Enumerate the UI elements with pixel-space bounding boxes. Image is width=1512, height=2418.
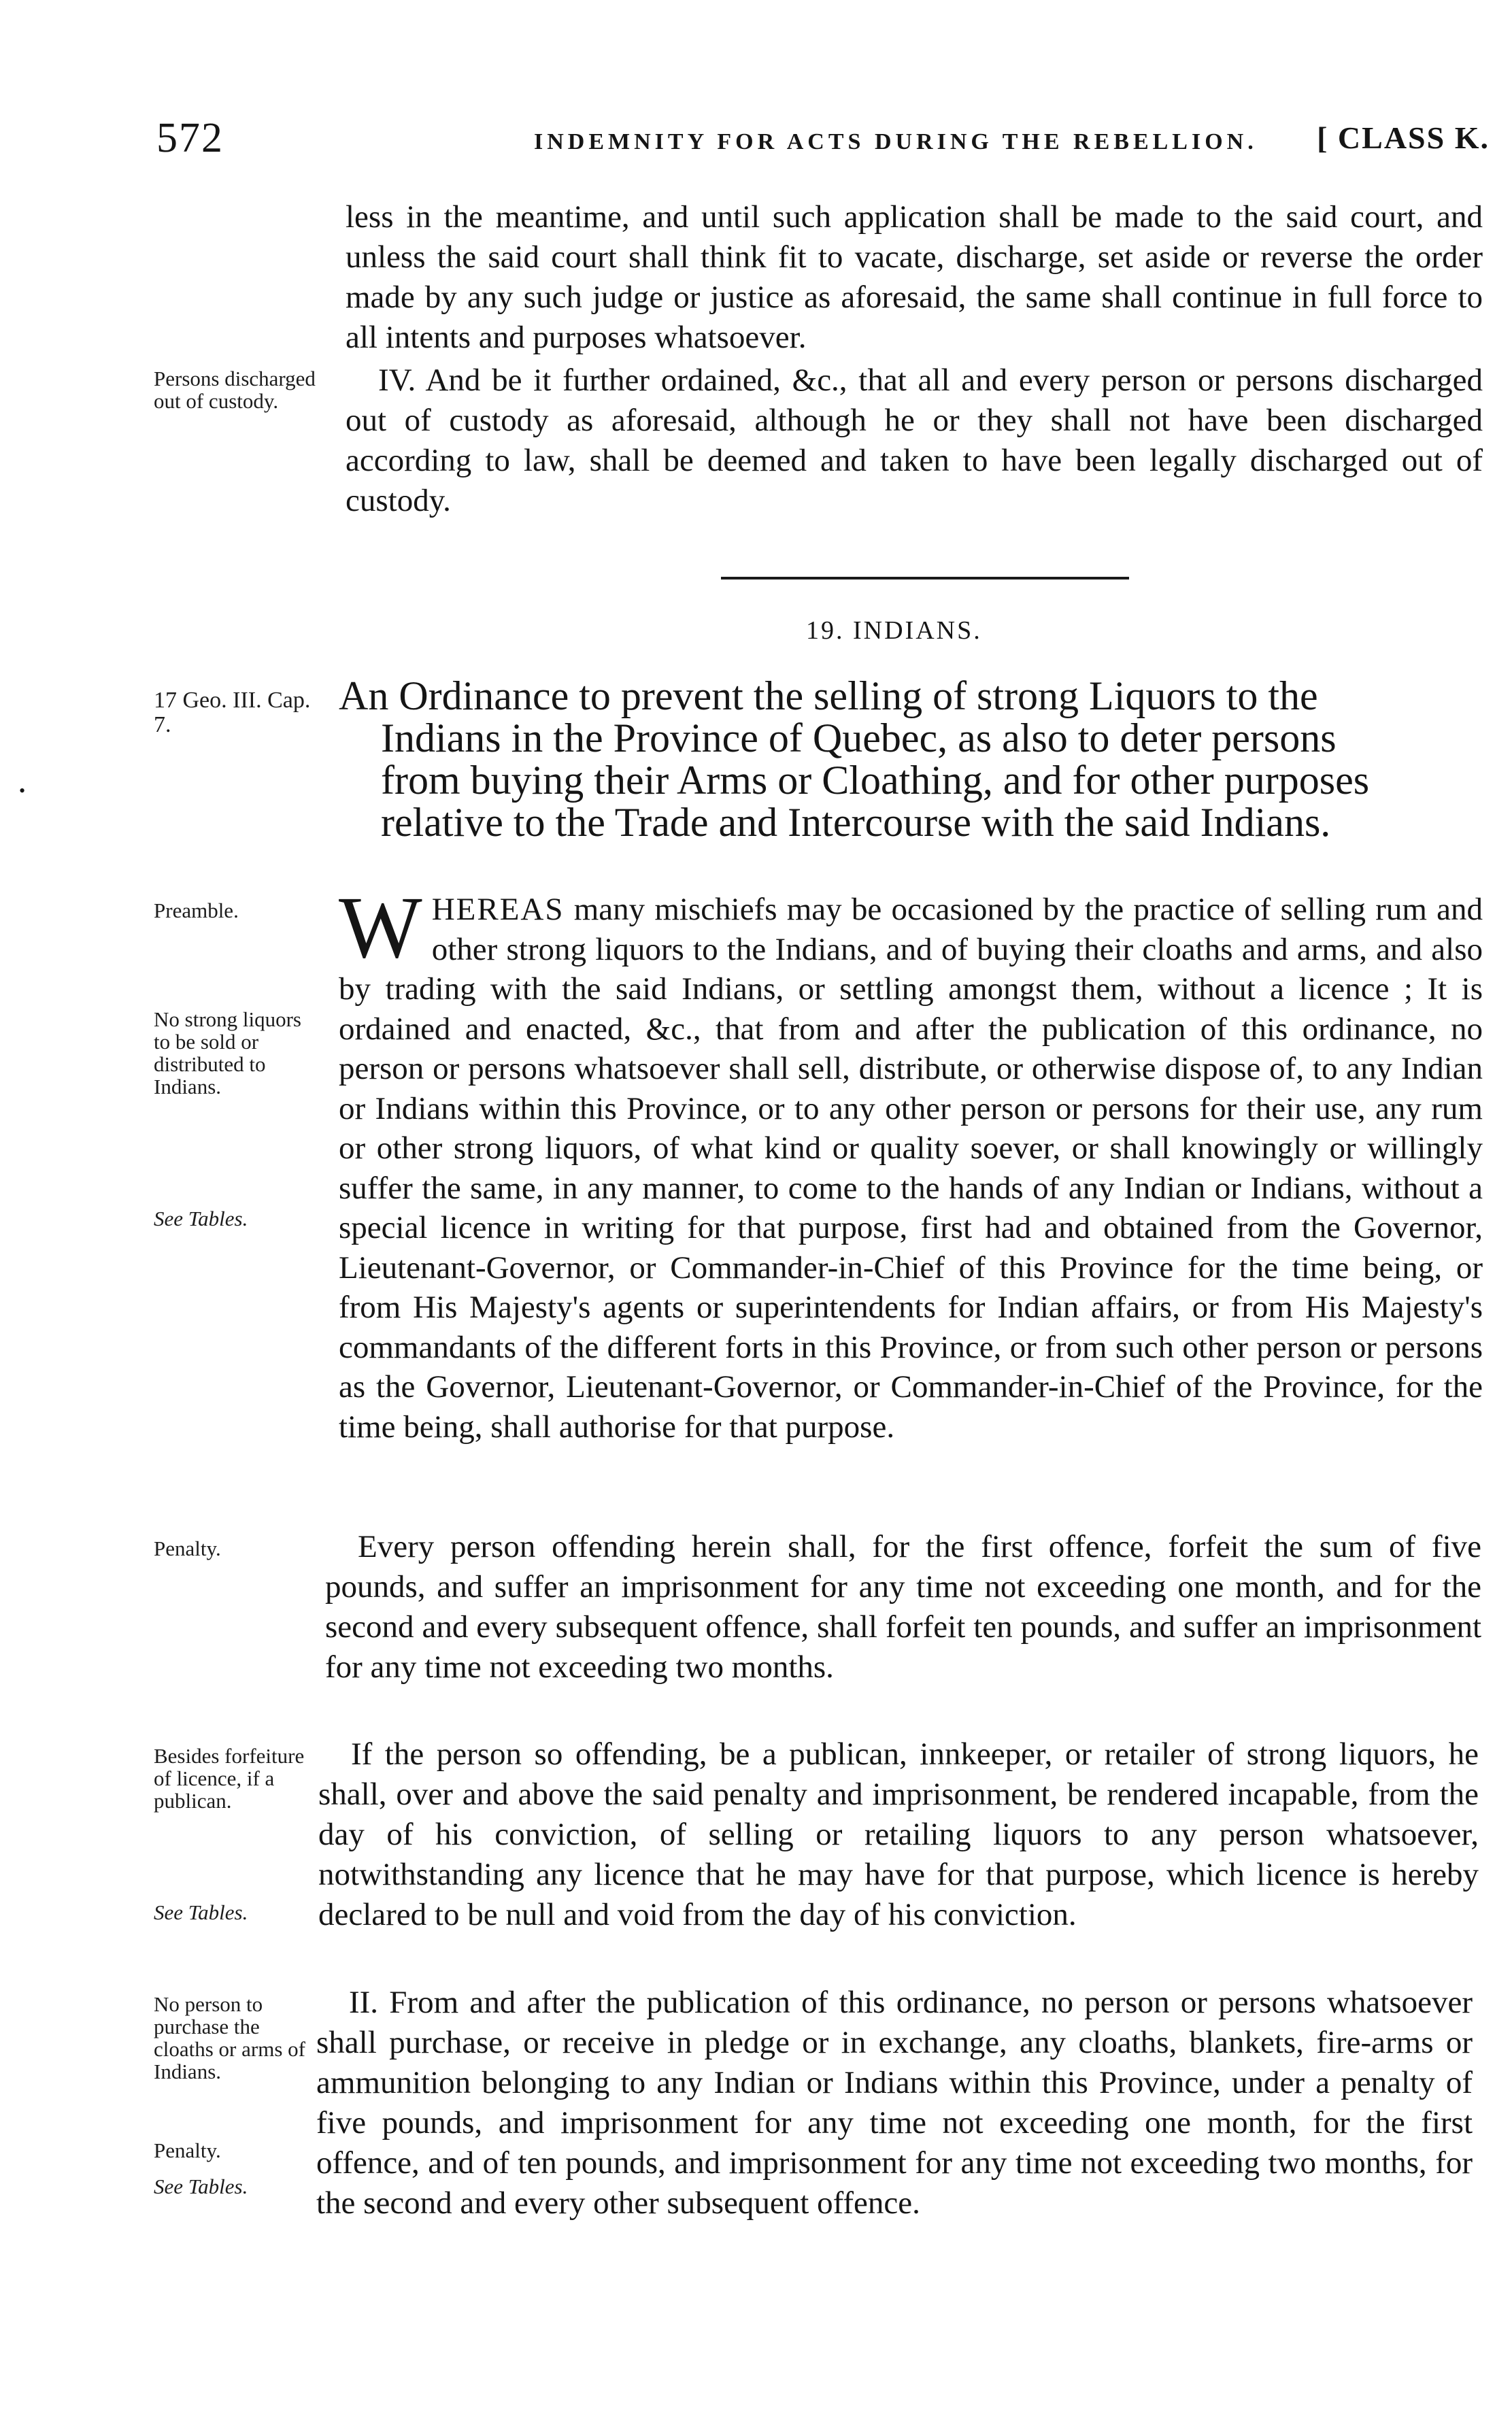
running-title: INDEMNITY FOR ACTS DURING THE REBELLION. — [534, 129, 1258, 154]
margin-note-penalty: Penalty. — [154, 1537, 221, 1560]
margin-note-see-tables-2: See Tables. — [154, 1900, 248, 1924]
margin-note-see-tables-1: See Tables. — [154, 1207, 248, 1230]
margin-note-no-purchase: No person to purchase the cloaths or arms of Indians. — [154, 1992, 305, 2083]
ordinance-title-line-2: Indians in the Province of Quebec, as also to deter persons — [381, 716, 1337, 760]
class-label: [ CLASS K. — [1317, 120, 1490, 155]
preamble-paragraph — [339, 879, 1483, 1447]
margin-note-citation: 17 Geo. III. Cap. 7. — [154, 688, 311, 737]
page-number: 572 — [156, 115, 224, 161]
margin-note-preamble: Preamble. — [154, 899, 239, 922]
ordinance-title-line-4: relative to the Trade and Intercourse with the said Indians. — [381, 800, 1331, 845]
ordinance-title — [339, 675, 1481, 843]
publican-paragraph: If the person so offending, be a publican, innkeeper, or retailer of strong liquors, he shall, over and above the said penalty and imprisonment, be rendered incapable, from the day of his conviction, of selling or retailing liquors to any person whatsoever, notwithstanding any licence that he may have for that purpose, which licence is hereby declared to be null and void from the day of his conviction. — [318, 1736, 1479, 1932]
penalty-paragraph: Every person offending herein shall, for the first offence, forfeit the sum of five pounds, and suffer an imprisonment for any time not exceeding one month, and for the second and every subsequent offence, shall forfeit ten pounds, and suffer an imprisonment for any time not exceeding two months. — [325, 1529, 1481, 1685]
drop-cap: W — [339, 879, 422, 977]
margin-mark: • — [19, 781, 26, 801]
section-ii-paragraph: II. From and after the publication of this ordinance, no person or persons whatsoever shall purchase, or receive in pledge or in exchange, any cloaths, blankets, fire-arms or ammunition belonging to any Indian or Indians within this Province, under a penalty of five pounds, and imprisonment for any time not exceeding one month, for the first offence, and of ten pounds, and imprisonment for any time not exceeding two months, for the second and every other subsequent offence. — [316, 1985, 1473, 2221]
margin-note-penalty-2: Penalty. — [154, 2138, 221, 2162]
continued-paragraph: less in the meantime, and until such application shall be made to the said court, and unless the said court shall think fit to vacate, discharge, set aside or reverse the order made by any such judge or justice as aforesaid, the same shall continue in full force to all intents and purposes whatsoever. — [346, 199, 1483, 355]
section-iv-paragraph: IV. And be it further ordained, &c., that all and every person or persons discharged out of custody as aforesaid, although he or they shall not have been discharged according to law, shall be deemed and taken to have been legally discharged out of custody. — [346, 363, 1483, 518]
preamble-caps: HEREAS — [431, 892, 565, 927]
ordinance-title-line-3: from buying their Arms or Cloathing, and for other purposes — [381, 758, 1370, 803]
margin-note-no-strong-liquors: No strong liquors to be sold or distributed to Indians. — [154, 1007, 301, 1098]
ordinance-title-line-1: An Ordinance to prevent the selling of strong Liquors to the — [339, 673, 1318, 718]
preamble-text: many mischiefs may be occasioned by the practice of selling rum and other strong liquors to the Indians, and of buying their cloaths and arms, and also by trading with the said Indians, or settling amongst them, without a licence ; It is ordained and enacted, &c., that from and after the publication of this ordinance, no person or persons whatsoever shall sell, distribute, or otherwise dispose of, to any Indian or Indians within this Province, or to any other person or persons for their use, any rum or other strong liquors, of what kind or quality soever, or shall knowingly or willingly suffer the same, in any manner, to come to the hands of any Indian or Indians, without a special licence in writing for that purpose, first had and obtained from the Governor, Lieutenant-Governor, or Commander-in-Chief of this Province for the time being, or from His Majesty's agents or superintendents for Indian affairs, or from His Majesty's commandants of the different forts in this Province, or from such other person or persons as the Governor, Lieutenant-Governor, or Commander-in-Chief of the Province, for the time being, shall authorise for that purpose. — [339, 892, 1483, 1445]
page-header — [156, 114, 1490, 175]
margin-note-persons-discharged: Persons discharged out of custody. — [154, 367, 316, 413]
section-divider — [721, 577, 1129, 580]
section-title: 19. INDIANS. — [806, 616, 982, 645]
margin-note-see-tables-3: See Tables. — [154, 2174, 248, 2198]
margin-note-publican: Besides forfeiture of licence, if a publican. — [154, 1744, 305, 1813]
